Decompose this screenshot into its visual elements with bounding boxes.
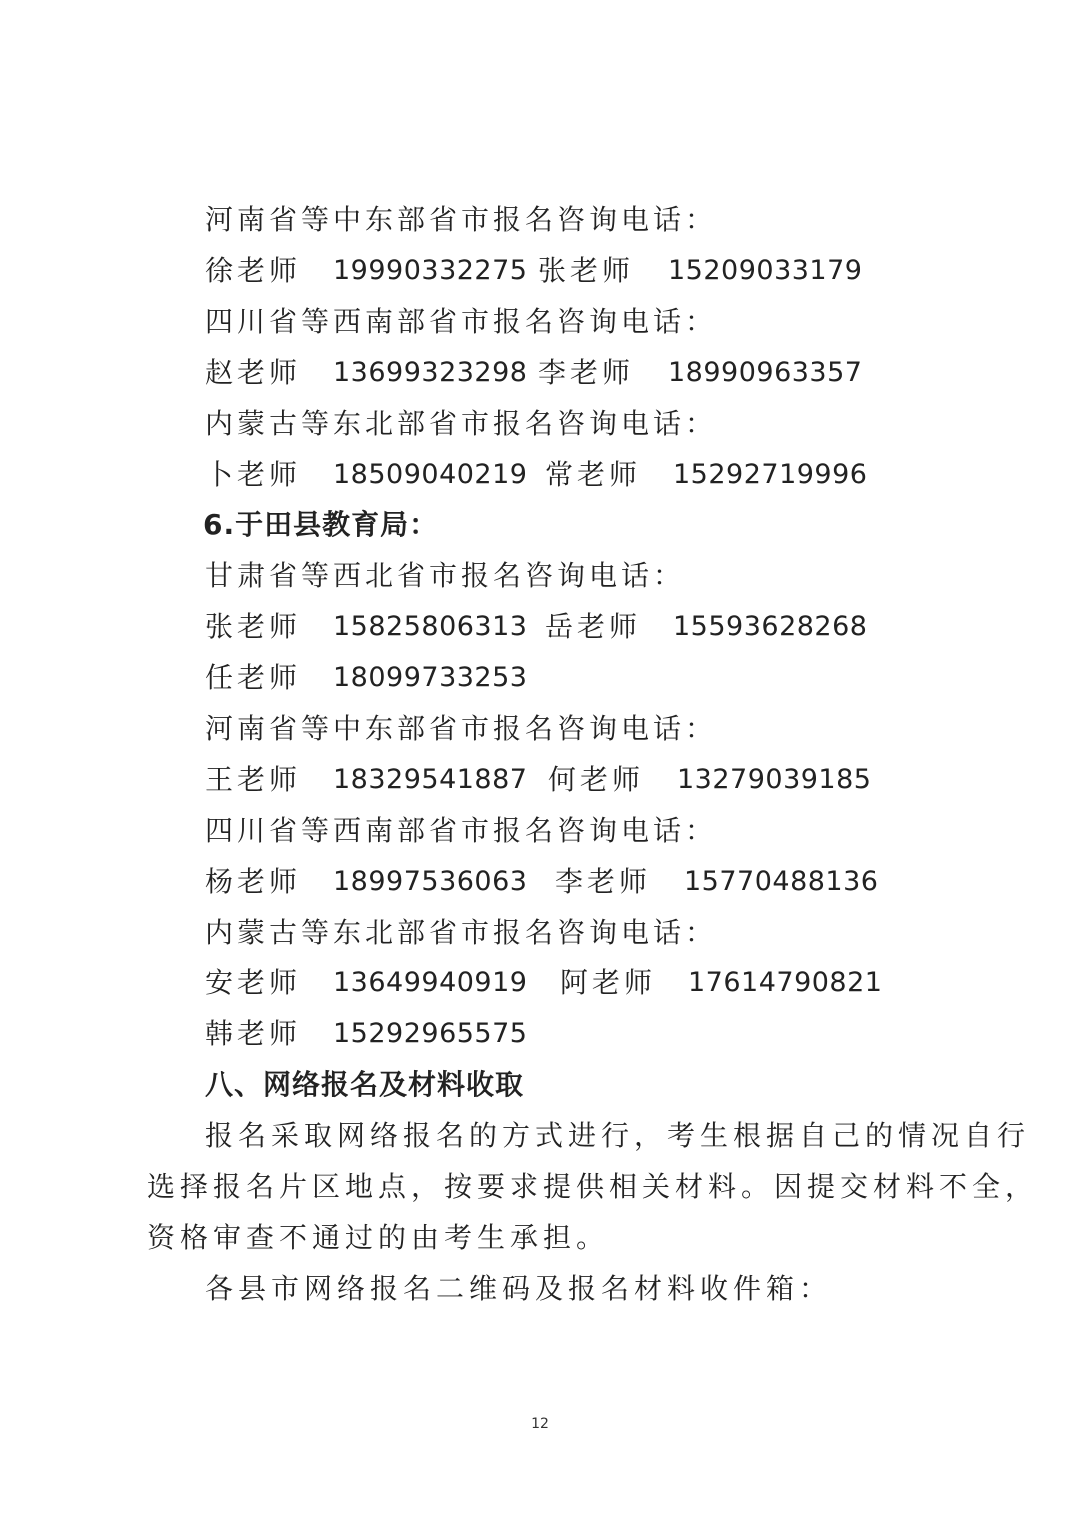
contact-name: 岳老师 bbox=[545, 610, 642, 643]
contact-phone: 15593628268 bbox=[673, 611, 868, 642]
contact-name: 阿老师 bbox=[560, 966, 657, 999]
contact-name: 张老师 bbox=[205, 610, 302, 643]
paragraph-line: 选择报名片区地点，按要求提供相关材料。因提交材料不全， bbox=[147, 1170, 1039, 1203]
contact-row bbox=[0, 857, 1080, 907]
contact-name: 王老师 bbox=[205, 763, 302, 796]
region-heading: 内蒙古等东北部省市报名咨询电话： bbox=[205, 916, 718, 949]
region-heading: 四川省等西南部省市报名咨询电话： bbox=[205, 305, 718, 338]
contact-name: 韩老师 bbox=[205, 1017, 302, 1050]
contact-phone: 13279039185 bbox=[677, 764, 872, 795]
contact-phone: 15770488136 bbox=[684, 866, 879, 897]
contact-name: 徐老师 bbox=[205, 254, 302, 287]
contact-phone: 18329541887 bbox=[333, 764, 528, 795]
contact-name: 卜老师 bbox=[205, 458, 302, 491]
contact-name: 常老师 bbox=[545, 458, 642, 491]
contact-name: 杨老师 bbox=[205, 865, 302, 898]
region-heading: 河南省等中东部省市报名咨询电话： bbox=[205, 203, 718, 236]
contact-phone: 13699323298 bbox=[333, 357, 528, 388]
contact-phone: 15825806313 bbox=[333, 611, 528, 642]
paragraph-line: 资格审查不通过的由考生承担。 bbox=[147, 1221, 610, 1254]
contact-phone: 13649940919 bbox=[333, 967, 528, 998]
contact-name: 李老师 bbox=[538, 356, 635, 389]
region-heading: 河南省等中东部省市报名咨询电话： bbox=[205, 712, 718, 745]
contact-phone: 18990963357 bbox=[668, 357, 863, 388]
region-heading: 甘肃省等西北省市报名咨询电话： bbox=[205, 559, 686, 592]
contact-name: 赵老师 bbox=[205, 356, 302, 389]
contact-row bbox=[0, 1009, 1080, 1059]
section-title: 6.于田县教育局： bbox=[203, 508, 439, 541]
contact-phone: 15209033179 bbox=[668, 255, 863, 286]
contact-row bbox=[0, 246, 1080, 296]
contact-name: 安老师 bbox=[205, 966, 302, 999]
contact-phone: 18997536063 bbox=[333, 866, 528, 897]
contact-row bbox=[0, 958, 1080, 1008]
contact-name: 李老师 bbox=[555, 865, 652, 898]
section-heading: 八、网络报名及材料收取 bbox=[205, 1068, 525, 1101]
contact-name: 何老师 bbox=[548, 763, 645, 796]
contact-row bbox=[0, 602, 1080, 652]
contact-phone: 15292965575 bbox=[333, 1018, 528, 1049]
contact-row bbox=[0, 653, 1080, 703]
page-number: 12 bbox=[531, 1416, 549, 1432]
contact-row bbox=[0, 755, 1080, 805]
contact-name: 张老师 bbox=[538, 254, 635, 287]
contact-phone: 19990332275 bbox=[333, 255, 528, 286]
contact-row bbox=[0, 348, 1080, 398]
contact-phone: 18099733253 bbox=[333, 662, 528, 693]
contact-phone: 18509040219 bbox=[333, 459, 528, 490]
paragraph-line: 各县市网络报名二维码及报名材料收件箱： bbox=[205, 1272, 833, 1305]
paragraph-line: 报名采取网络报名的方式进行，考生根据自己的情况自行 bbox=[205, 1119, 1031, 1152]
contact-row bbox=[0, 450, 1080, 500]
contact-phone: 17614790821 bbox=[688, 967, 883, 998]
contact-name: 任老师 bbox=[205, 661, 302, 694]
contact-phone: 15292719996 bbox=[673, 459, 868, 490]
region-heading: 内蒙古等东北部省市报名咨询电话： bbox=[205, 407, 718, 440]
region-heading: 四川省等西南部省市报名咨询电话： bbox=[205, 814, 718, 847]
